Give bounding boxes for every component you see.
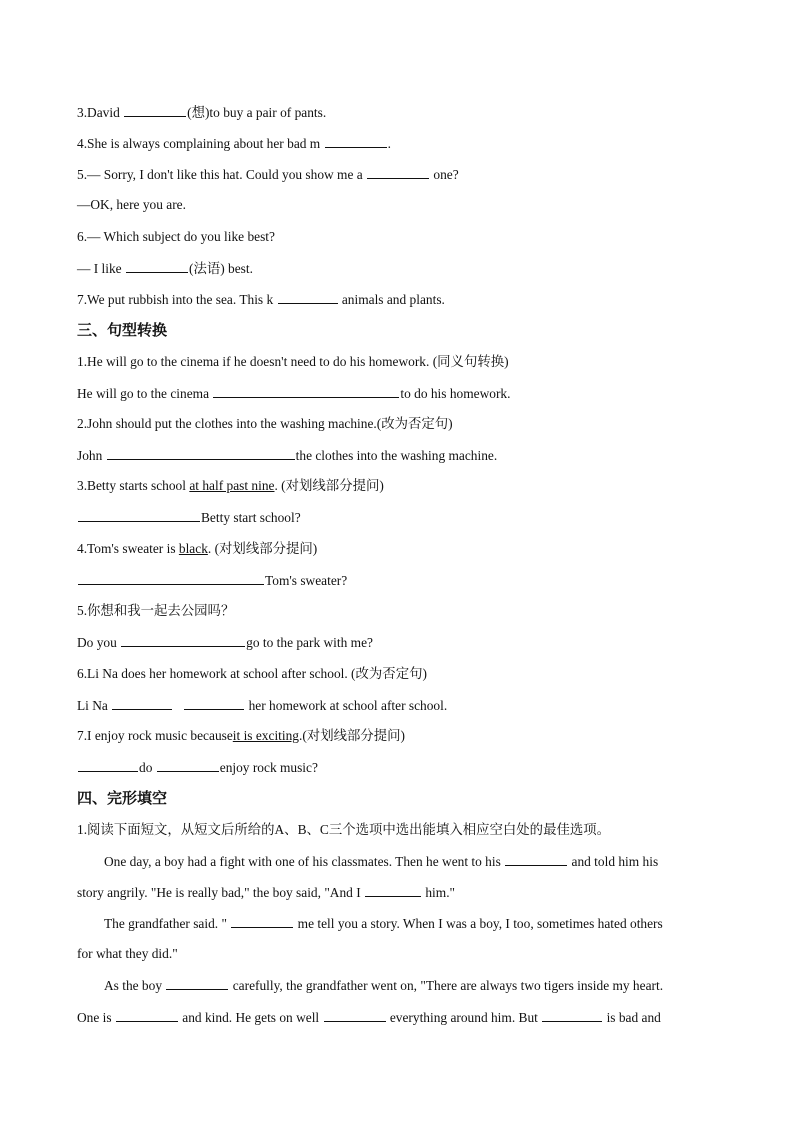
blank	[542, 1008, 602, 1022]
blank	[78, 758, 138, 772]
s3-a1: He will go to the cinema to do his homework.	[77, 386, 511, 401]
blank	[324, 1008, 386, 1022]
s3-a5: Do you go to the park with me?	[77, 635, 373, 650]
s3-q3: 3.Betty starts school at half past nine. (对划线部分提问)	[77, 478, 384, 493]
blank	[367, 165, 429, 179]
underlined-phrase: black	[178, 541, 208, 556]
item-5: 5.— Sorry, I don't like this hat. Could you show me a one?	[77, 167, 459, 182]
item-6: 6.— Which subject do you like best?	[77, 229, 275, 244]
s3-a2: John the clothes into the washing machine.	[77, 448, 498, 463]
s3-a3: Betty start school?	[77, 508, 301, 526]
blank	[116, 1008, 178, 1022]
passage-line: story angrily. "He is really bad," the boy said, "And I him."	[77, 885, 456, 900]
section3-heading: 三、句型转换	[77, 321, 168, 339]
underlined-phrase: at half past nine	[189, 478, 275, 493]
blank	[184, 696, 244, 710]
s4-instruction: 1.阅读下面短文，从短文后所给的A、B、C三个选项中选出能填入相应空白处的最佳选项。	[77, 822, 611, 837]
blank	[278, 290, 338, 304]
s3-a7: do enjoy rock music?	[77, 758, 318, 776]
blank	[126, 259, 188, 273]
item-5-answer: —OK, here you are.	[77, 197, 186, 212]
item-6-answer: — I like (法语) best.	[77, 261, 253, 276]
s3-q4: 4.Tom's sweater is black. (对划线部分提问)	[77, 541, 318, 556]
item-3: 3.David (想)to buy a pair of pants.	[77, 105, 327, 120]
blank	[231, 914, 293, 928]
s3-q2: 2.John should put the clothes into the washing machine.(改为否定句)	[77, 416, 453, 431]
blank	[505, 852, 567, 866]
blank	[365, 883, 421, 897]
blank	[112, 696, 172, 710]
s3-q7: 7.I enjoy rock music becauseit is exciting.(对划线部分提问)	[77, 728, 405, 743]
blank	[78, 571, 264, 585]
passage-line: One day, a boy had a fight with one of his classmates. Then he went to his and told him his	[104, 854, 659, 869]
blank	[325, 134, 387, 148]
passage-line: One is and kind. He gets on well everything around him. But is bad and	[77, 1010, 661, 1025]
item-4: 4.She is always complaining about her bad m .	[77, 136, 391, 151]
blank	[166, 976, 228, 990]
s3-a6: Li Na her homework at school after school.	[77, 698, 448, 713]
item-7: 7.We put rubbish into the sea. This k animals and plants.	[77, 292, 445, 307]
s3-a4: Tom's sweater?	[77, 571, 347, 589]
s3-q1: 1.He will go to the cinema if he doesn't need to do his homework. (同义句转换)	[77, 354, 509, 369]
underlined-phrase: it is exciting	[232, 728, 299, 743]
passage-line: for what they did."	[77, 946, 178, 961]
s3-q5: 5.你想和我一起去公园吗？	[77, 603, 235, 618]
blank	[213, 384, 399, 398]
blank	[107, 446, 295, 460]
blank	[124, 103, 186, 117]
s3-q6: 6.Li Na does her homework at school after school. (改为否定句)	[77, 666, 427, 681]
blank	[157, 758, 219, 772]
blank	[78, 508, 200, 522]
blank	[121, 633, 245, 647]
passage-line: As the boy carefully, the grandfather went on, "There are always two tigers inside my heart.	[104, 978, 664, 993]
section4-heading: 四、完形填空	[77, 789, 168, 807]
passage-line: The grandfather said. " me tell you a story. When I was a boy, I too, sometimes hated others	[104, 916, 663, 931]
